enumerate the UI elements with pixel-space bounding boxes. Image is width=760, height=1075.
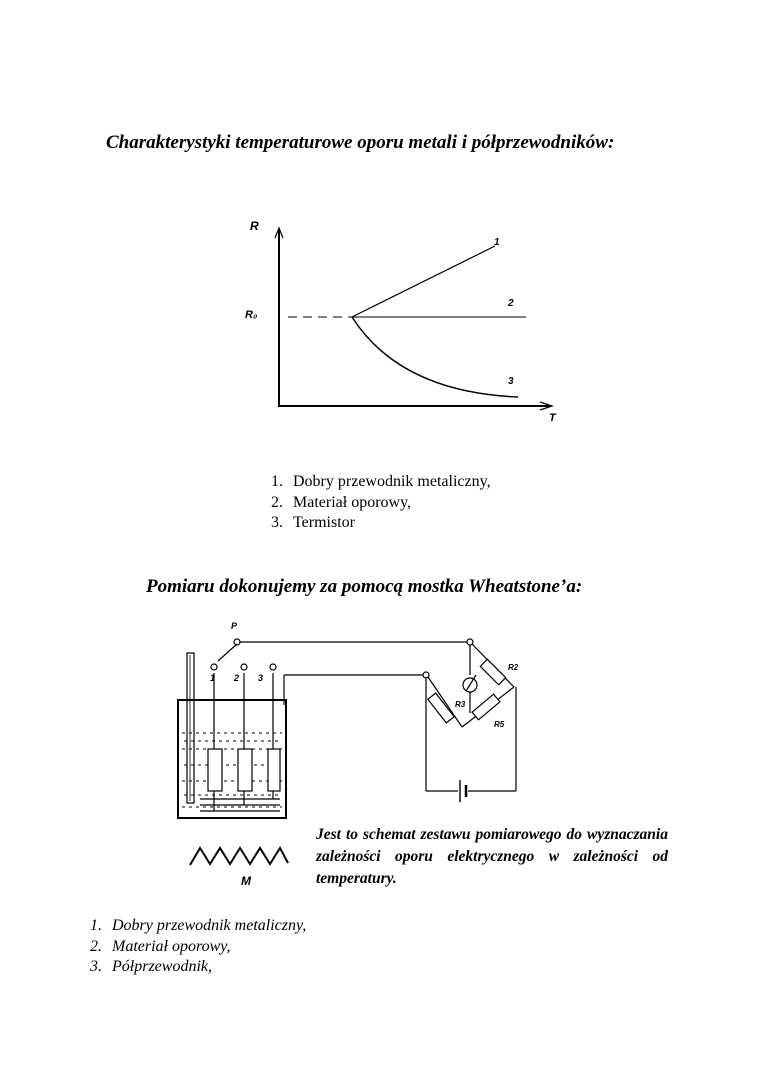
curve-label-1: 1 bbox=[494, 237, 500, 248]
contact-label-2: 2 bbox=[234, 673, 240, 683]
resistor-label-r5: R5 bbox=[494, 720, 505, 729]
y-axis-label: R bbox=[250, 219, 259, 233]
list-item: 1. Dobry przewodnik metaliczny, bbox=[271, 473, 491, 490]
x-axis-label: T bbox=[549, 412, 556, 424]
resistor-r3 bbox=[428, 693, 454, 723]
sensor-2 bbox=[238, 749, 252, 791]
switch-lever bbox=[218, 644, 237, 661]
sensor-3 bbox=[268, 749, 280, 791]
list-item: 3. Termistor bbox=[271, 514, 355, 531]
sensor-1 bbox=[208, 749, 222, 791]
heading-temperature-characteristics: Charakterystyki temperaturowe oporu metali i półprzewodników: bbox=[106, 132, 615, 153]
list-item: 2. Materiał oporowy, bbox=[90, 937, 231, 955]
resistor-label-r3: R3 bbox=[455, 700, 466, 709]
list-characteristics bbox=[271, 472, 491, 534]
list-item: 1. Dobry przewodnik metaliczny, bbox=[90, 917, 307, 934]
curve-1-metal bbox=[352, 246, 495, 317]
r0-label: R₀ bbox=[245, 309, 258, 321]
switch-label: P bbox=[231, 621, 238, 631]
curve-label-2: 2 bbox=[508, 298, 514, 309]
list-samples bbox=[90, 916, 306, 978]
resistor-label-r2: R2 bbox=[508, 663, 519, 672]
resistor-r2 bbox=[480, 659, 505, 684]
list-item: 2. Materiał oporowy, bbox=[271, 493, 412, 511]
list-item: 3. Półprzewodnik, bbox=[90, 958, 212, 975]
heading-wheatstone-bridge: Pomiaru dokonujemy za pomocą mostka Wheatstone’a: bbox=[146, 576, 583, 597]
heater-zigzag bbox=[190, 848, 288, 865]
resistance-temperature-graph bbox=[230, 210, 570, 430]
circuit-description: Jest to schemat zestawu pomiarowego do wyznaczania zależności oporu elektrycznego w zależności od temperatury. bbox=[316, 826, 668, 887]
resistor-r5 bbox=[472, 694, 500, 720]
heater-label: M bbox=[241, 874, 251, 885]
liquid-pattern bbox=[182, 733, 282, 807]
contact-label-1: 1 bbox=[210, 673, 216, 683]
curve-3-thermistor bbox=[352, 317, 518, 397]
contact-label-3: 3 bbox=[258, 673, 264, 683]
curve-label-3: 3 bbox=[508, 376, 514, 387]
